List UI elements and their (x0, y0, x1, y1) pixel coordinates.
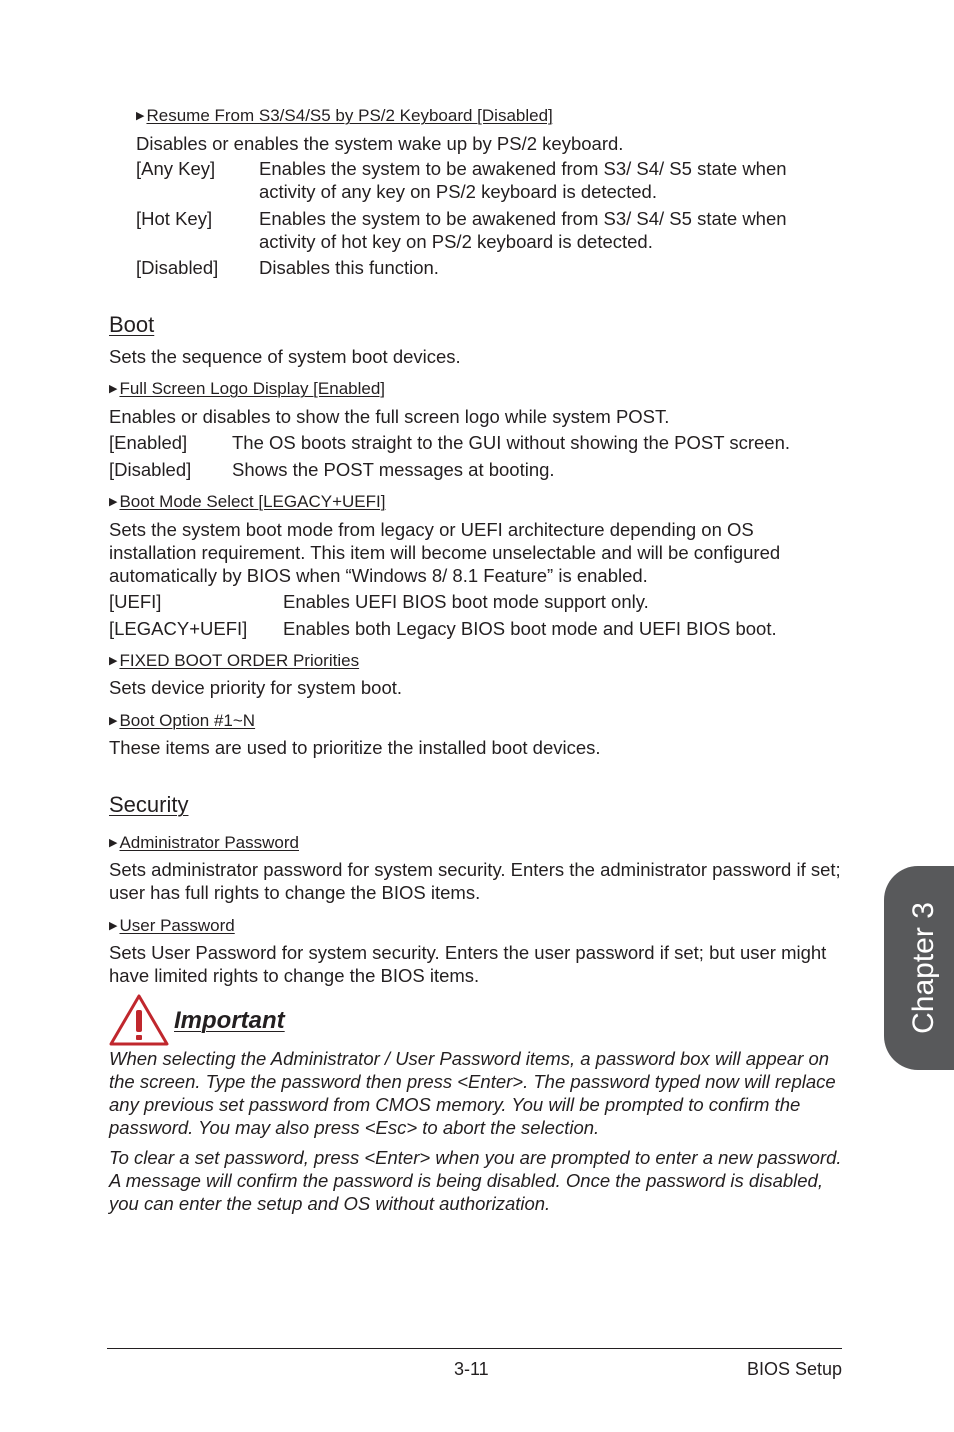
important-paragraph: When selecting the Administrator / User Password items, a password box will appear on the screen. Type the password then press <Enter>. The password typed now will replace any previous set password from CMOS memory. You will be prompted to confirm the password. You may also press <Esc> to abort the selection. (109, 1048, 836, 1138)
item-title: User Password (119, 916, 235, 935)
option-row (109, 617, 849, 640)
section-title-boot: Boot (109, 312, 155, 337)
option-row (136, 207, 836, 253)
item-description: Sets User Password for system security. Enters the user password if set; but user might have limited rights to change the BIOS items. (109, 942, 827, 986)
item-description: Sets the system boot mode from legacy or UEFI architecture depending on OS installation requirement. This item will become unselectable and will be configured automatically by BIOS when “Windows 8/ 8.1 Feature” is enabled. (109, 519, 781, 586)
triangle-bullet-icon: ▶ (109, 837, 118, 849)
item-title: Administrator Password (119, 833, 299, 852)
important-label: Important (174, 1007, 285, 1034)
important-paragraph: To clear a set password, press <Enter> when you are prompted to enter a new password. A message will confirm the password is being disabled. Once the password is disabled, you can enter the setup and OS without authorization. (109, 1147, 842, 1214)
triangle-bullet-icon: ▶ (109, 715, 118, 727)
item-title: Resume From S3/S4/S5 by PS/2 Keyboard [Disabled] (146, 106, 553, 125)
option-key: [UEFI] (109, 591, 162, 612)
page-number: 3-11 (454, 1359, 489, 1379)
section-title-security: Security (109, 792, 189, 817)
item-fixed-boot-order (109, 651, 359, 671)
item-title: Boot Mode Select [LEGACY+UEFI] (119, 492, 386, 511)
item-boot-mode-select (109, 492, 385, 512)
option-desc: Enables the system to be awakened from S3/ S4/ S5 state when activity of any key on PS/2 keyboard is detected. (259, 158, 787, 202)
item-resume-ps2-keyboard (136, 106, 553, 126)
item-description: Sets administrator password for system security. Enters the administrator password if set; user has full rights to change the BIOS items. (109, 859, 841, 903)
option-row (109, 590, 849, 613)
item-title: Boot Option #1~N (119, 711, 256, 730)
item-administrator-password (109, 833, 299, 853)
option-key: [Disabled] (136, 257, 219, 278)
option-row (136, 256, 836, 279)
option-desc: Shows the POST messages at booting. (232, 459, 555, 480)
chapter-tab-label: Chapter 3 (907, 902, 940, 1034)
option-row (136, 157, 836, 203)
option-desc: Disables this function. (259, 257, 439, 278)
item-user-password (109, 916, 235, 936)
triangle-bullet-icon: ▶ (109, 496, 118, 508)
item-boot-option (109, 711, 255, 731)
option-desc: Enables both Legacy BIOS boot mode and UEFI BIOS boot. (283, 618, 777, 639)
triangle-bullet-icon: ▶ (109, 655, 118, 667)
option-key: [Disabled] (109, 459, 192, 480)
triangle-bullet-icon: ▶ (109, 920, 118, 932)
option-row (109, 431, 849, 454)
option-key: [Enabled] (109, 432, 188, 453)
item-description: Sets device priority for system boot. (109, 677, 403, 698)
footer-section-title: BIOS Setup (746, 1359, 842, 1379)
item-description: Disables or enables the system wake up by PS/2 keyboard. (136, 133, 624, 154)
option-desc: The OS boots straight to the GUI without showing the POST screen. (232, 432, 791, 453)
item-description: Enables or disables to show the full screen logo while system POST. (109, 406, 670, 427)
option-key: [LEGACY+UEFI] (109, 618, 248, 639)
item-description: These items are used to prioritize the installed boot devices. (109, 737, 601, 758)
item-title: Full Screen Logo Display [Enabled] (119, 379, 386, 398)
option-key: [Hot Key] (136, 208, 213, 229)
section-description: Sets the sequence of system boot devices. (109, 346, 461, 367)
option-row (109, 458, 849, 481)
item-title: FIXED BOOT ORDER Priorities (119, 651, 360, 670)
triangle-bullet-icon: ▶ (109, 383, 118, 395)
item-full-screen-logo (109, 379, 385, 399)
option-key: [Any Key] (136, 158, 216, 179)
chapter-tab (884, 866, 954, 1070)
triangle-bullet-icon: ▶ (136, 110, 145, 122)
footer-divider (107, 1348, 842, 1349)
option-desc: Enables UEFI BIOS boot mode support only. (283, 591, 649, 612)
warning-triangle-icon (109, 994, 169, 1046)
option-desc: Enables the system to be awakened from S3/ S4/ S5 state when activity of hot key on PS/2 keyboard is detected. (259, 208, 787, 252)
